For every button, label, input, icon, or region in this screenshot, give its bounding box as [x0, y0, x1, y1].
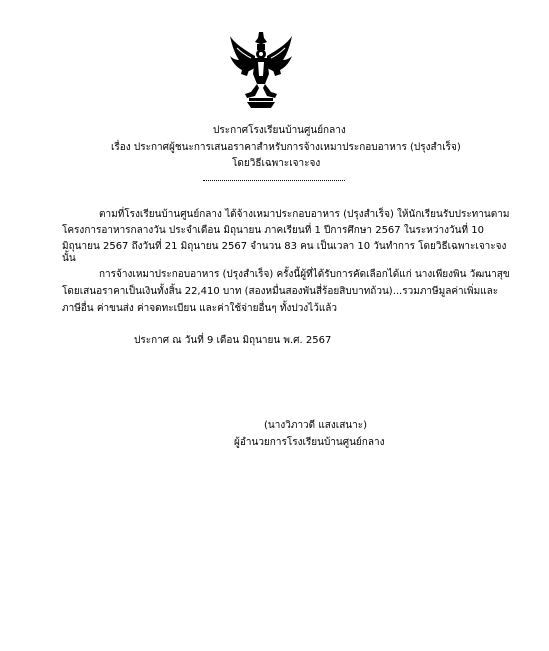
paragraph1-line2: โครงการอาหารกลางวัน ประจำเดือน มิถุนายน ภาคเรียนที่ 1 ปีการศึกษา 2567 ในระหว่างวันที่ 10 [62, 225, 484, 236]
procurement-method: โดยวิธีเฉพาะเจาะจง [232, 158, 321, 169]
paragraph1-line1: ตามที่โรงเรียนบ้านศูนย์กลาง ได้จ้างเหมาประกอบอาหาร (ปรุงสำเร็จ) ให้นักเรียนรับประทานตาม [99, 209, 510, 220]
separator-dotted-line [203, 180, 345, 181]
document-subject: เรื่อง ประกาศผู้ชนะการเสนอราคาสำหรับการจ้างเหมาประกอบอาหาร (ปรุงสำเร็จ) [111, 142, 461, 153]
paragraph2-line3: ภาษีอื่น ค่าขนส่ง ค่าจดทะเบียน และค่าใช้จ่ายอื่นๆ ทั้งปวงไว้แล้ว [62, 303, 338, 314]
signer-name: (นางวิภาวดี แสงเสนาะ) [264, 420, 368, 431]
paragraph2-line1: การจ้างเหมาประกอบอาหาร (ปรุงสำเร็จ) ครั้งนี้ผู้ที่ได้รับการคัดเลือกได้แก่ นางเพียงพิน วัฒนาสุข [99, 269, 510, 280]
paragraph1-line3: มิถุนายน 2567 ถึงวันที่ 21 มิถุนายน 2567 จำนวน 83 คน เป็นเวลา 10 วันทำการ โดยวิธีเฉพาะเจาะจง [62, 241, 507, 252]
signer-position: ผู้อำนวยการโรงเรียนบ้านศูนย์กลาง [234, 437, 385, 448]
announcement-date: ประกาศ ณ วันที่ 9 เดือน มิถุนายน พ.ศ. 2567 [134, 335, 332, 346]
paragraph1-line4: นั้น [62, 253, 76, 264]
garuda-emblem-icon [229, 30, 293, 110]
paragraph2-line2: โดยเสนอราคาเป็นเงินทั้งสิ้น 22,410 บาท (สองหมื่นสองพันสี่ร้อยสิบบาทถ้วน)...รวมภาษีมูลค่าเพิ่มและ [62, 286, 499, 297]
document-title: ประกาศโรงเรียนบ้านศูนย์กลาง [213, 125, 346, 136]
